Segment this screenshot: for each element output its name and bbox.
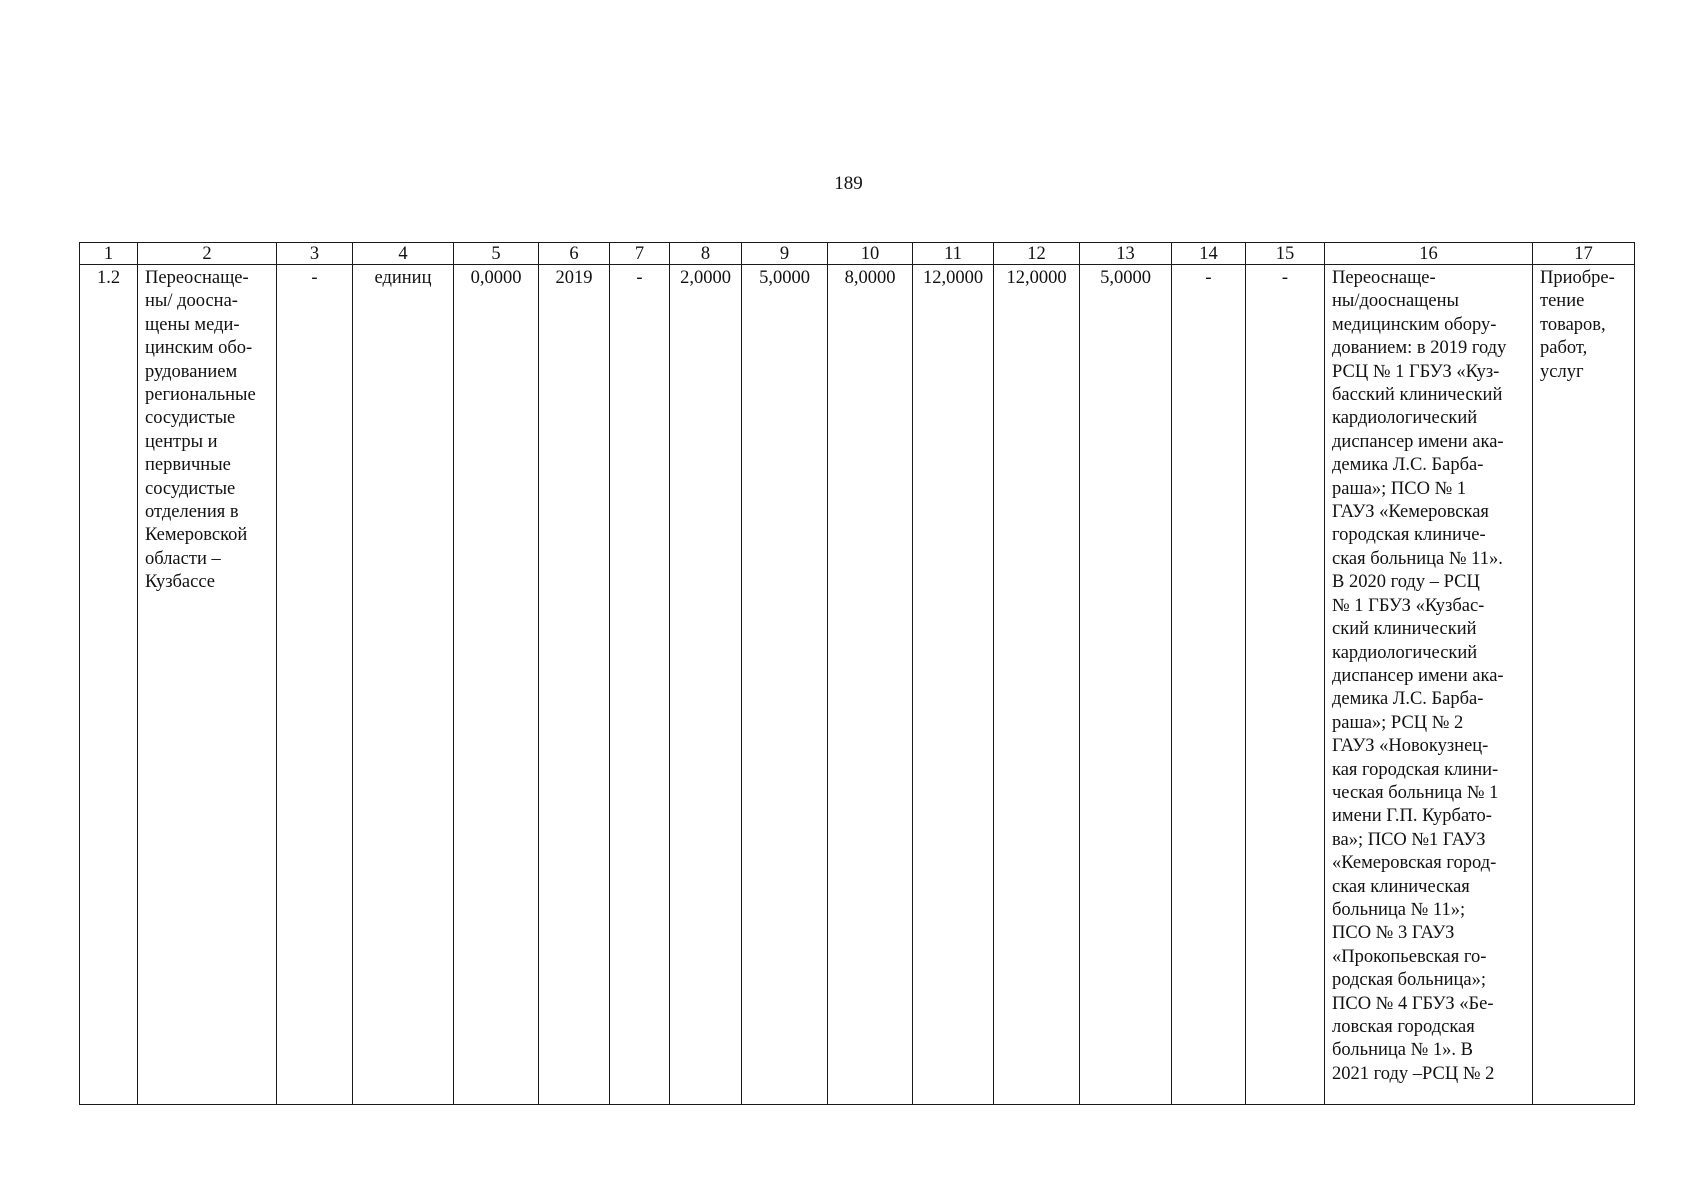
- text-line: региональные: [145, 385, 256, 406]
- text-line: рудованием: [145, 361, 238, 382]
- expense-type-cell: [1533, 265, 1635, 1105]
- table-cell: 5,0000: [742, 265, 828, 1105]
- column-header: 8: [670, 243, 742, 265]
- table-cell: 2,0000: [670, 265, 742, 1105]
- text-line: ский клинический: [1332, 619, 1477, 640]
- text-line: сосудистые: [145, 478, 236, 499]
- column-header: 4: [353, 243, 454, 265]
- text-line: цинским обо-: [145, 338, 253, 359]
- table-cell: -: [1246, 265, 1325, 1105]
- page-number: 189: [834, 173, 863, 194]
- column-header: 6: [539, 243, 610, 265]
- unit-cell: единиц: [353, 265, 454, 1105]
- text-line: басский клинический: [1332, 385, 1503, 406]
- text-line: ческая больница № 1: [1332, 782, 1499, 803]
- text-line: ловская городская: [1332, 1017, 1475, 1037]
- text-line: области –: [145, 548, 221, 569]
- expense-type-text: [1540, 267, 1630, 384]
- text-line: демика Л.С. Барба-: [1332, 689, 1484, 710]
- text-line: диспансер имени ака-: [1332, 665, 1504, 686]
- table-row: [80, 265, 1635, 1105]
- text-line: щены меди-: [145, 314, 240, 335]
- table-cell: 5,0000: [1080, 265, 1172, 1105]
- column-header: 11: [913, 243, 994, 265]
- text-line: товаров,: [1540, 314, 1606, 335]
- table-cell: -: [610, 265, 670, 1105]
- column-header: 17: [1533, 243, 1635, 265]
- text-line: «Кемеровская город-: [1332, 853, 1497, 874]
- table-cell: 12,0000: [913, 265, 994, 1105]
- column-header: 9: [742, 243, 828, 265]
- text-line: больница № 11»;: [1332, 899, 1466, 920]
- text-line: ны/дооснащены: [1332, 291, 1459, 312]
- text-line: дованием: в 2019 году: [1332, 338, 1507, 359]
- text-line: работ,: [1540, 338, 1588, 359]
- text-line: первичные: [145, 455, 231, 476]
- text-line: ПСО № 3 ГАУЗ: [1332, 923, 1455, 944]
- text-line: кардиологический: [1332, 642, 1478, 663]
- column-header: 10: [828, 243, 913, 265]
- text-line: ва»; ПСО №1 ГАУЗ: [1332, 829, 1486, 850]
- text-line: диспансер имени ака-: [1332, 431, 1504, 452]
- text-line: «Прокопьевская го-: [1332, 946, 1487, 967]
- text-line: Переоснаще-: [145, 268, 249, 288]
- text-line: раша»; РСЦ № 2: [1332, 712, 1464, 733]
- text-line: кая городская клини-: [1332, 759, 1499, 780]
- column-header: 3: [277, 243, 353, 265]
- text-line: демика Л.С. Барба-: [1332, 455, 1484, 476]
- text-line: РСЦ № 1 ГБУЗ «Куз-: [1332, 361, 1500, 382]
- table-cell: 8,0000: [828, 265, 913, 1105]
- text-line: Кузбассе: [145, 572, 215, 593]
- text-line: тение: [1540, 291, 1585, 312]
- text-line: медицинским обору-: [1332, 314, 1497, 335]
- column-header: 13: [1080, 243, 1172, 265]
- column-header: 7: [610, 243, 670, 265]
- year-cell: 2019: [539, 265, 610, 1105]
- item-number-cell: 1.2: [80, 265, 138, 1105]
- table-cell: 0,0000: [454, 265, 539, 1105]
- column-header: 2: [138, 243, 277, 265]
- text-line: В 2020 году – РСЦ: [1332, 572, 1480, 593]
- text-line: № 1 ГБУЗ «Кузбас-: [1332, 595, 1485, 616]
- text-line: городская клиниче-: [1332, 525, 1486, 546]
- column-header: 12: [994, 243, 1080, 265]
- text-line: больница № 1». В: [1332, 1040, 1473, 1061]
- table-cell: 12,0000: [994, 265, 1080, 1105]
- column-header: 1: [80, 243, 138, 265]
- indicator-name-text: [145, 267, 272, 595]
- description-cell: [1325, 265, 1533, 1105]
- text-line: центры и: [145, 431, 218, 452]
- text-line: раша»; ПСО № 1: [1332, 478, 1467, 499]
- text-line: сосудистые: [145, 408, 236, 429]
- text-line: услуг: [1540, 361, 1584, 382]
- text-line: ГАУЗ «Кемеровская: [1332, 502, 1489, 523]
- text-line: Кемеровской: [145, 525, 248, 546]
- data-table: [79, 242, 1635, 1105]
- column-header: 14: [1172, 243, 1246, 265]
- header-row: [80, 243, 1635, 265]
- text-line: ГАУЗ «Новокузнец-: [1332, 736, 1489, 757]
- table-cell: -: [277, 265, 353, 1105]
- text-line: 2021 году –РСЦ № 2: [1332, 1063, 1495, 1084]
- column-header: 5: [454, 243, 539, 265]
- text-line: Приобре-: [1540, 268, 1615, 288]
- indicator-name-cell: [138, 265, 277, 1105]
- text-line: родская больница»;: [1332, 970, 1487, 991]
- text-line: ская больница № 11».: [1332, 548, 1503, 569]
- text-line: кардиологический: [1332, 408, 1478, 429]
- text-line: ПСО № 4 ГБУЗ «Бе-: [1332, 993, 1494, 1014]
- description-text: [1332, 267, 1528, 1086]
- text-line: ская клиническая: [1332, 876, 1470, 897]
- text-line: имени Г.П. Курбато-: [1332, 806, 1492, 827]
- text-line: Переоснаще-: [1332, 268, 1436, 288]
- column-header: 16: [1325, 243, 1533, 265]
- table-cell: -: [1172, 265, 1246, 1105]
- column-header: 15: [1246, 243, 1325, 265]
- text-line: ны/ доосна-: [145, 291, 238, 312]
- text-line: отделения в: [145, 502, 239, 523]
